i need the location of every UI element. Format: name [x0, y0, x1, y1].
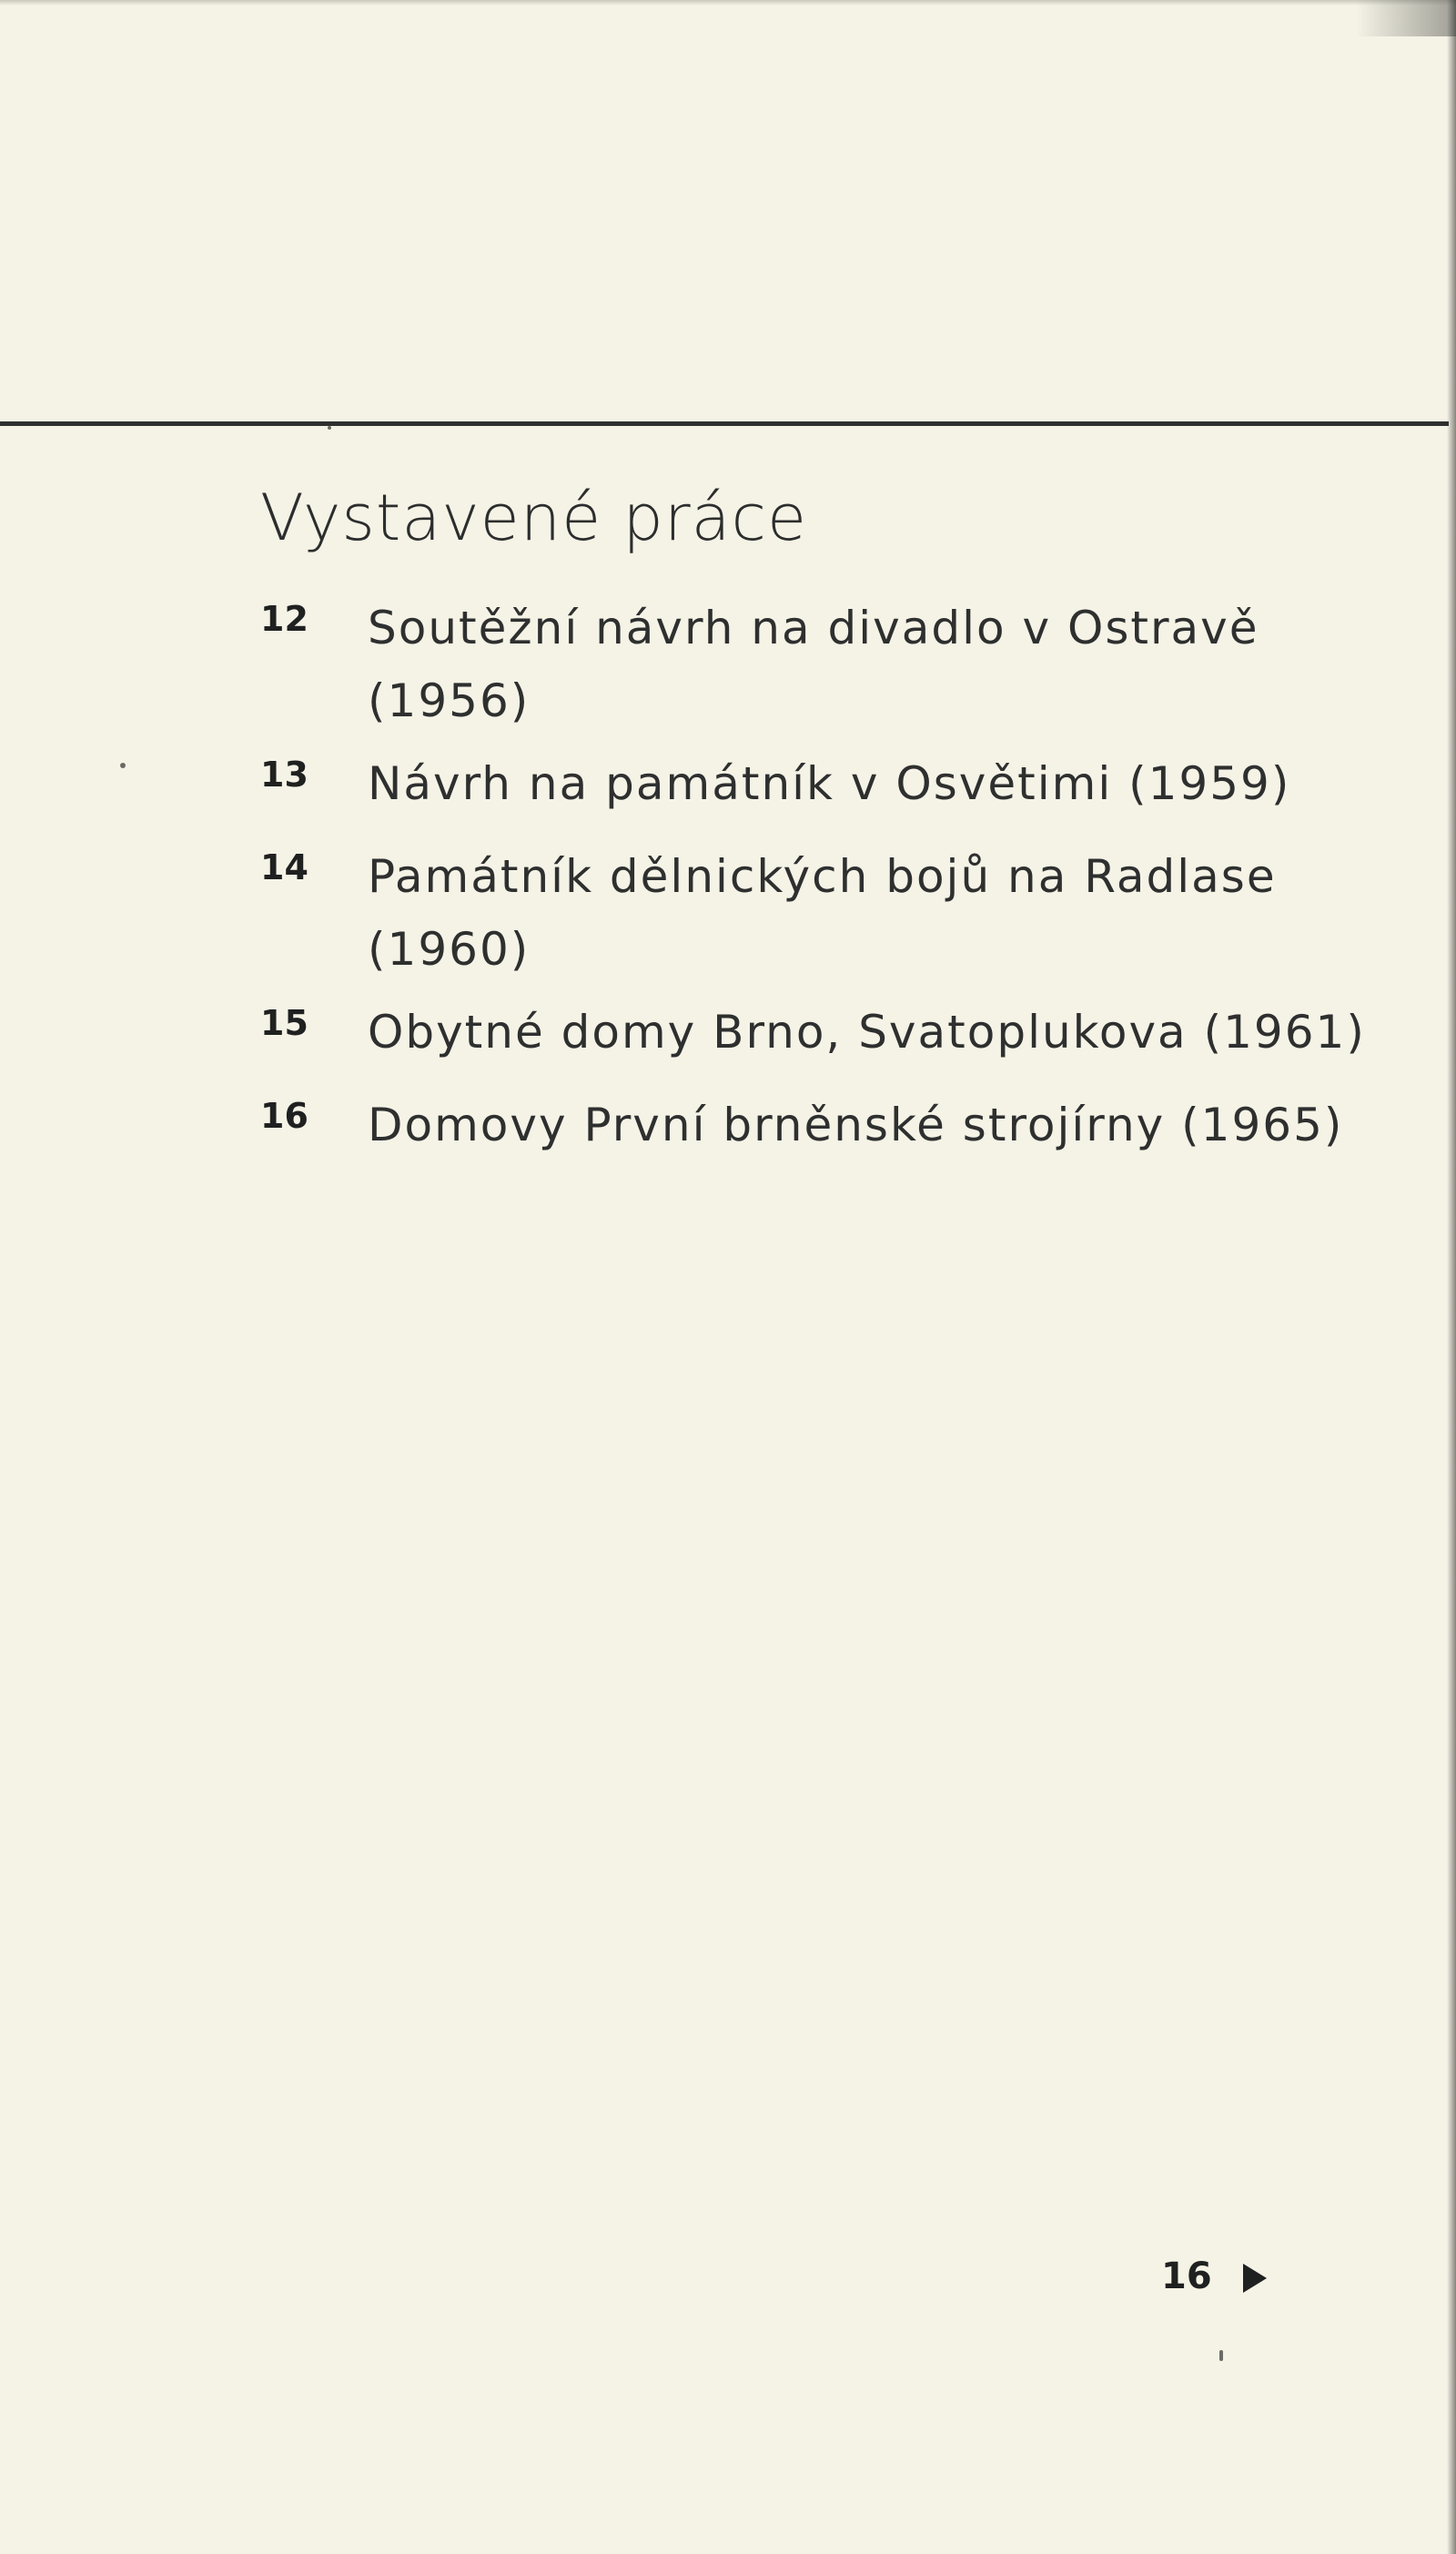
page-number: 16 [1161, 2255, 1212, 2297]
item-number: 16 [260, 1096, 308, 1136]
item-text-line1: Soutěžní návrh na divadlo v Ostravě [368, 602, 1259, 654]
item-text-line2: (1956) [368, 674, 531, 727]
item-number: 13 [260, 755, 308, 795]
page-title: Vystavené práce [260, 481, 808, 555]
item-text-line1: Domovy První brněnské strojírny (1965) [368, 1099, 1344, 1151]
item-text [368, 840, 1277, 986]
item-text-line1: Památník dělnických bojů na Radlase [368, 850, 1277, 903]
page-top-edge [0, 0, 1456, 5]
item-text-line1: Návrh na památník v Osvětimi (1959) [368, 757, 1291, 810]
item-number: 12 [260, 599, 308, 639]
page-corner-shadow [1356, 0, 1456, 36]
triangle-right-icon [1243, 2264, 1267, 2293]
paper-speck [328, 426, 331, 430]
item-text-line1: Obytné domy Brno, Svatoplukova (1961) [368, 1006, 1366, 1059]
item-number: 15 [260, 1003, 308, 1043]
page-right-edge [1447, 0, 1456, 2554]
item-text [368, 592, 1259, 737]
item-text [368, 747, 1290, 820]
item-text-line2: (1960) [368, 923, 531, 976]
item-text [368, 1089, 1343, 1161]
paper-speck [1219, 2350, 1223, 2361]
item-text [368, 996, 1366, 1069]
horizontal-rule [0, 421, 1449, 426]
paper-speck [120, 763, 126, 768]
item-number: 14 [260, 847, 308, 887]
